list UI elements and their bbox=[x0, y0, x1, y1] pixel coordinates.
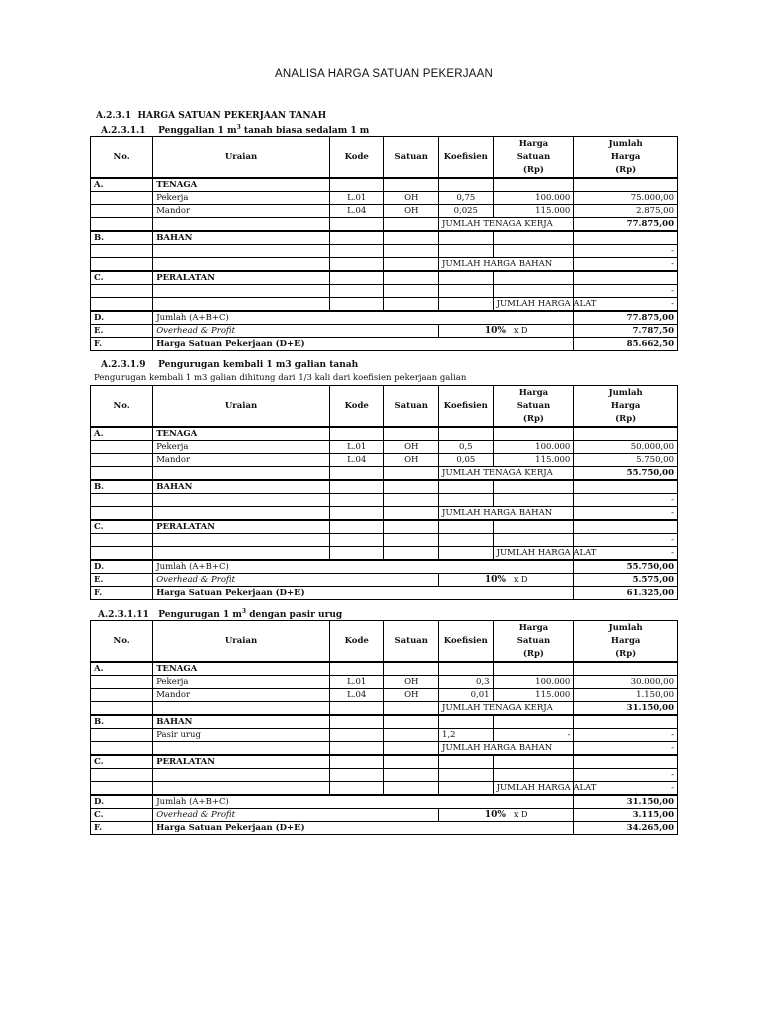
header-row bbox=[91, 621, 678, 663]
row-jumlah-alat: JUMLAH HARGA ALAT - bbox=[91, 547, 678, 561]
row-pekerja: Pekerja L.01 OH 0,5 100.000 50.000,00 bbox=[91, 441, 678, 454]
analysis-3-table bbox=[90, 620, 678, 835]
row-tenaga: A. TENAGA bbox=[91, 178, 678, 192]
header-satuan: Satuan bbox=[384, 386, 439, 428]
row-bahan: B. BAHAN bbox=[91, 231, 678, 245]
row-mandor: Mandor L.04 OH 0,01 115.000 1.150,00 bbox=[91, 689, 678, 702]
header-koefisien: Koefisien bbox=[439, 386, 494, 428]
row-harga-satuan: F. Harga Satuan Pekerjaan (D+E) 85.662,50 bbox=[91, 338, 678, 351]
analysis-name: Penggalian 1 $m^3$ tanah biasa sedalam 1 m bbox=[158, 124, 370, 136]
page-title: ANALISA HARGA SATUAN PEKERJAAN bbox=[275, 68, 493, 80]
header-koefisien: Koefisien bbox=[439, 621, 494, 663]
analysis-1-heading bbox=[101, 124, 369, 136]
header-jumlah-harga: Jumlah Harga (Rp) bbox=[574, 386, 678, 428]
row-jumlah-bahan: JUMLAH HARGA BAHAN - bbox=[91, 258, 678, 272]
analysis-name: Pengurugan kembali 1 m3 galian tanah bbox=[158, 360, 359, 370]
row-jumlah-alat: JUMLAH HARGA ALAT - bbox=[91, 298, 678, 312]
row-pasir-urug: Pasir urug 1,2 - - bbox=[91, 729, 678, 742]
row-alat-empty: - bbox=[91, 534, 678, 547]
row-overhead: E. Overhead & Profit 10% x D 7.787,50 bbox=[91, 325, 678, 338]
row-jumlah-bahan: JUMLAH HARGA BAHAN - bbox=[91, 507, 678, 521]
row-tenaga: A. TENAGA bbox=[91, 662, 678, 676]
row-harga-satuan: F. Harga Satuan Pekerjaan (D+E) 61.325,00 bbox=[91, 587, 678, 600]
header-uraian: Uraian bbox=[153, 621, 330, 663]
section-heading bbox=[96, 111, 326, 121]
row-peralatan: C. PERALATAN bbox=[91, 755, 678, 769]
header-kode: Kode bbox=[329, 386, 384, 428]
analysis-code: A.2.3.1.9 bbox=[101, 360, 146, 370]
header-no: No. bbox=[91, 137, 153, 179]
analysis-name: Pengurugan 1 $m^3$ dengan pasir urug bbox=[158, 608, 343, 620]
header-kode: Kode bbox=[329, 137, 384, 179]
row-jumlah-alat: JUMLAH HARGA ALAT - bbox=[91, 782, 678, 796]
row-peralatan: C. PERALATAN bbox=[91, 520, 678, 534]
header-harga-satuan: Harga Satuan (Rp) bbox=[493, 137, 574, 179]
row-bahan-empty: - bbox=[91, 494, 678, 507]
header-no: No. bbox=[91, 386, 153, 428]
analysis-code: A.2.3.1.11 bbox=[98, 610, 149, 620]
header-koefisien: Koefisien bbox=[439, 137, 494, 179]
row-harga-satuan: F. Harga Satuan Pekerjaan (D+E) 34.265,00 bbox=[91, 822, 678, 835]
row-mandor: Mandor L.04 OH 0,05 115.000 5.750,00 bbox=[91, 454, 678, 467]
header-no: No. bbox=[91, 621, 153, 663]
overhead-percent: 10% bbox=[484, 326, 506, 336]
header-harga-satuan: Harga Satuan (Rp) bbox=[493, 621, 574, 663]
row-pekerja: Pekerja L.01 OH 0,3 100.000 30.000,00 bbox=[91, 676, 678, 689]
row-pekerja: Pekerja L.01 OH 0,75 100.000 75.000,00 bbox=[91, 192, 678, 205]
analysis-3-heading bbox=[98, 608, 342, 620]
section-code: A.2.3.1 bbox=[96, 111, 132, 121]
analysis-2-note: Pengurugan kembali 1 m3 galian dihitung dari 1/3 kali dari koefisien pekerjaan galian bbox=[94, 373, 467, 383]
header-satuan: Satuan bbox=[384, 621, 439, 663]
header-row bbox=[91, 386, 678, 428]
header-jumlah-harga: Jumlah Harga (Rp) bbox=[574, 137, 678, 179]
row-jumlah-abc: D. Jumlah (A+B+C) 31.150,00 bbox=[91, 795, 678, 809]
row-jumlah-abc: D. Jumlah (A+B+C) 55.750,00 bbox=[91, 560, 678, 574]
row-alat-empty: - bbox=[91, 285, 678, 298]
header-satuan: Satuan bbox=[384, 137, 439, 179]
header-harga-satuan: Harga Satuan (Rp) bbox=[493, 386, 574, 428]
analysis-2-table bbox=[90, 385, 678, 600]
header-row bbox=[91, 137, 678, 179]
header-uraian: Uraian bbox=[153, 137, 330, 179]
row-jumlah-tenaga: JUMLAH TENAGA KERJA 55.750,00 bbox=[91, 467, 678, 481]
row-jumlah-tenaga: JUMLAH TENAGA KERJA 77.875,00 bbox=[91, 218, 678, 232]
row-jumlah-bahan: JUMLAH HARGA BAHAN - bbox=[91, 742, 678, 756]
row-jumlah-abc: D. Jumlah (A+B+C) 77.875,00 bbox=[91, 311, 678, 325]
row-overhead: E. Overhead & Profit 10% x D 5.575,00 bbox=[91, 574, 678, 587]
header-uraian: Uraian bbox=[153, 386, 330, 428]
analysis-2-heading bbox=[101, 360, 358, 370]
overhead-percent: 10% bbox=[484, 575, 506, 585]
row-bahan: B. BAHAN bbox=[91, 715, 678, 729]
section-name: HARGA SATUAN PEKERJAAN TANAH bbox=[137, 111, 327, 121]
row-tenaga: A. TENAGA bbox=[91, 427, 678, 441]
analysis-1-table bbox=[90, 136, 678, 351]
analysis-code: A.2.3.1.1 bbox=[101, 126, 146, 136]
header-kode: Kode bbox=[329, 621, 384, 663]
row-mandor: Mandor L.04 OH 0,025 115.000 2.875,00 bbox=[91, 205, 678, 218]
row-alat-empty: - bbox=[91, 769, 678, 782]
row-jumlah-tenaga: JUMLAH TENAGA KERJA 31.150,00 bbox=[91, 702, 678, 716]
header-jumlah-harga: Jumlah Harga (Rp) bbox=[574, 621, 678, 663]
row-bahan: B. BAHAN bbox=[91, 480, 678, 494]
overhead-percent: 10% bbox=[484, 810, 506, 820]
row-peralatan: C. PERALATAN bbox=[91, 271, 678, 285]
row-overhead: C. Overhead & Profit 10% x D 3.115,00 bbox=[91, 809, 678, 822]
row-bahan-empty: - bbox=[91, 245, 678, 258]
